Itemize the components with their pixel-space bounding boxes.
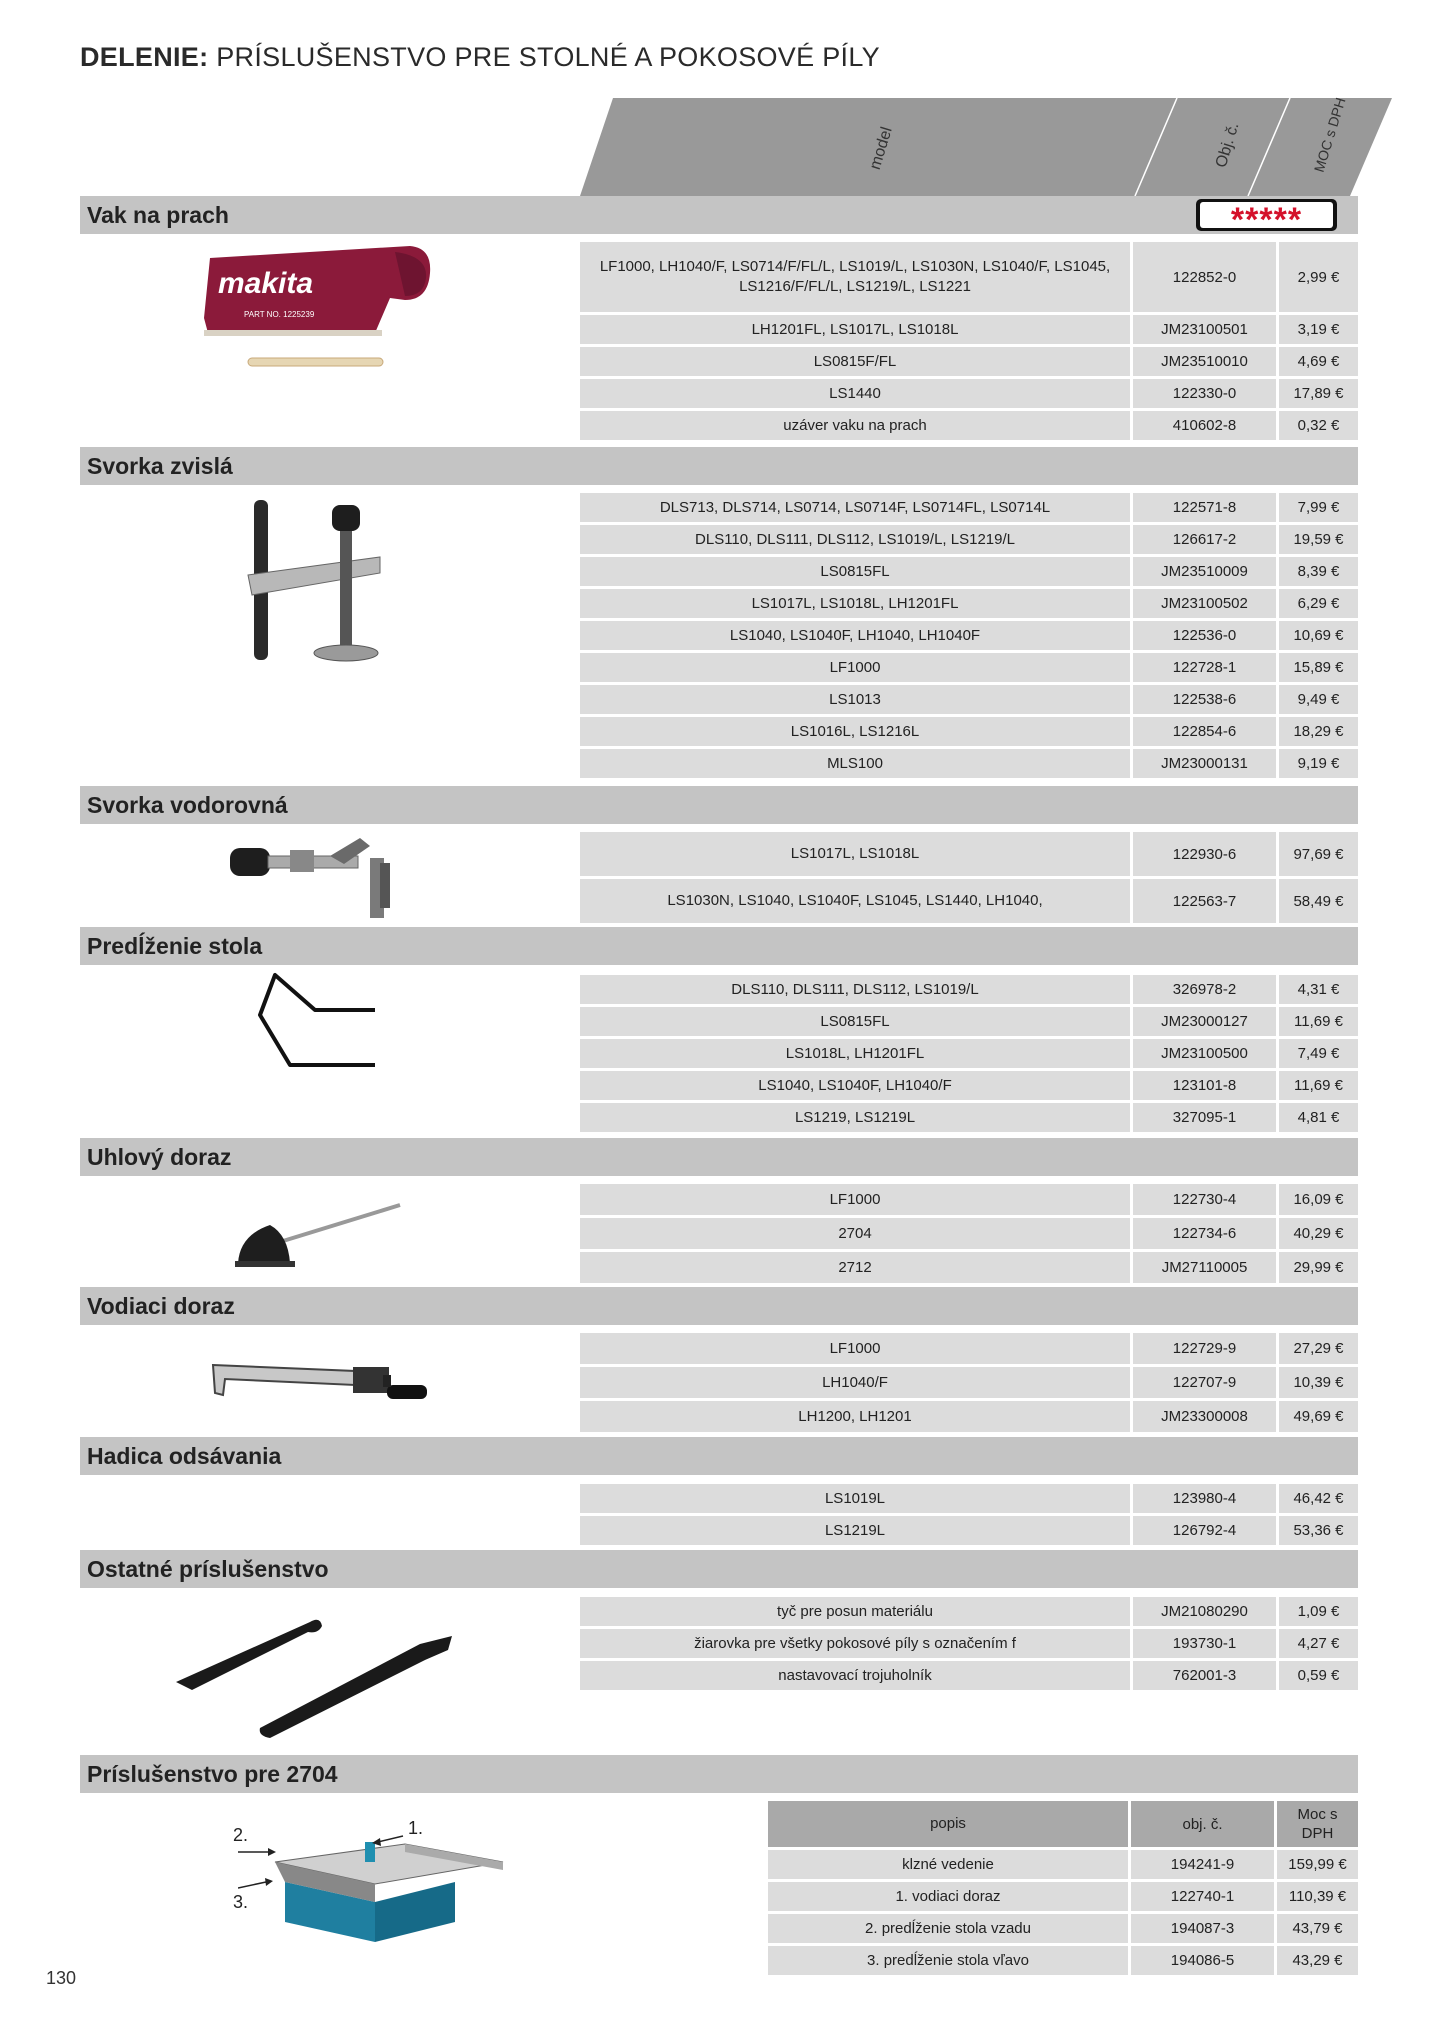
table-predlzenie-stola (580, 975, 1358, 1135)
page-number: 130 (46, 1968, 77, 1988)
table-row: LS1219, LS1219L 327095-1 4,81 € (580, 1103, 1358, 1132)
table-row: LH1200, LH1201 JM23300008 49,69 € (580, 1401, 1358, 1432)
section-header: Ostatné príslušenstvo (80, 1550, 1358, 1588)
col-header-obj: Obj. č. (1212, 120, 1243, 170)
table-row: LS1019L 123980-4 46,42 € (580, 1484, 1358, 1513)
table-ostatne-prislusenstvo (580, 1597, 1358, 1693)
table-svorka-zvisla (580, 493, 1358, 781)
table-row: LF1000 122729-9 27,29 € (580, 1333, 1358, 1364)
section-header: Vak na prach (80, 196, 1358, 234)
table-row: LS1440 122330-0 17,89 € (580, 379, 1358, 408)
table-row: LS1040, LS1040F, LH1040, LH1040F 122536-0 10,69 € (580, 621, 1358, 650)
section-header: Uhlový doraz (80, 1138, 1358, 1176)
table-row: LH1040/F 122707-9 10,39 € (580, 1367, 1358, 1398)
table-uhlovy-doraz (580, 1184, 1358, 1286)
table-row: LS0815FL JM23510009 8,39 € (580, 557, 1358, 586)
table-2704 (768, 1801, 1358, 1978)
table-row: LH1201FL, LS1017L, LS1018L JM23100501 3,19 € (580, 315, 1358, 344)
miter-gauge-image (230, 1195, 410, 1275)
table-row: klzné vedenie 194241-9 159,99 € (768, 1850, 1358, 1879)
section-header: Svorka vodorovná (80, 786, 1358, 824)
push-stick-image (170, 1610, 460, 1740)
table-row: LS1017L, LS1018L, LH1201FL JM23100502 6,29 € (580, 589, 1358, 618)
col-header-obj: obj. č. (1131, 1801, 1274, 1847)
table-row: LS1013 122538-6 9,49 € (580, 685, 1358, 714)
col-header-model: model (866, 125, 896, 172)
table-row: LS1219L 126792-4 53,36 € (580, 1516, 1358, 1545)
table-header-row (768, 1801, 1358, 1847)
makita-logo: makita (218, 267, 314, 300)
table-row: LS1030N, LS1040, LS1040F, LS1045, LS1440, LH1040, 122563-7 58,49 € (580, 879, 1358, 923)
table-row: DLS110, DLS111, DLS112, LS1019/L, LS1219/L 126617-2 19,59 € (580, 525, 1358, 554)
section-header: Príslušenstvo pre 2704 (80, 1755, 1358, 1793)
table-row: LS0815FL JM23000127 11,69 € (580, 1007, 1358, 1036)
table-row: MLS100 JM23000131 9,19 € (580, 749, 1358, 778)
table-row: 2712 JM27110005 29,99 € (580, 1252, 1358, 1283)
callout-2: 2. (233, 1825, 249, 1845)
table-row: žiarovka pre všetky pokosové píly s označením f 193730-1 4,27 € (580, 1629, 1358, 1658)
table-row: 2704 122734-6 40,29 € (580, 1218, 1358, 1249)
horizontal-clamp-image (220, 828, 420, 923)
table-row: LS1016L, LS1216L 122854-6 18,29 € (580, 717, 1358, 746)
stars-badge: ***** (1196, 199, 1337, 231)
table-row: DLS713, DLS714, LS0714, LS0714F, LS0714FL, LS0714L 122571-8 7,99 € (580, 493, 1358, 522)
callout-1: 1. (408, 1818, 424, 1838)
table-row: DLS110, DLS111, DLS112, LS1019/L 326978-2 4,31 € (580, 975, 1358, 1004)
rip-fence-image (205, 1355, 435, 1415)
table-vak-na-prach (580, 242, 1358, 443)
table-vodiaci-doraz (580, 1333, 1358, 1435)
callout-3: 3. (233, 1892, 249, 1912)
table-row: LS1018L, LH1201FL JM23100500 7,49 € (580, 1039, 1358, 1068)
page-title: DELENIE: PRÍSLUŠENSTVO PRE STOLNÉ A POKOSOVÉ PÍLY (80, 42, 880, 72)
col-header-popis: popis (768, 1801, 1128, 1847)
table-row: LS0815F/FL JM23510010 4,69 € (580, 347, 1358, 376)
table-row: 3. predĺženie stola vľavo 194086-5 43,29 € (768, 1946, 1358, 1975)
col-header-moc: MOC s DPH (1310, 95, 1349, 174)
table-row: tyč pre posun materiálu JM21080290 1,09 € (580, 1597, 1358, 1626)
section-header: Predĺženie stola (80, 927, 1358, 965)
table-row: LS1017L, LS1018L 122930-6 97,69 € (580, 832, 1358, 876)
table-row: nastavovací trojuholník 762001-3 0,59 € (580, 1661, 1358, 1690)
column-header-banner (580, 95, 1400, 196)
section-header: Vodiaci doraz (80, 1287, 1358, 1325)
section-header: Svorka zvislá (80, 447, 1358, 485)
section-header: Hadica odsávania (80, 1437, 1358, 1475)
vertical-clamp-image (230, 495, 410, 670)
table-row: uzáver vaku na prach 410602-8 0,32 € (580, 411, 1358, 440)
part-number-label: PART NO. 1225239 (244, 310, 315, 319)
table-row: 1. vodiaci doraz 122740-1 110,39 € (768, 1882, 1358, 1911)
col-header-moc: Moc s DPH (1277, 1801, 1358, 1847)
table-row: LF1000, LH1040/F, LS0714/F/FL/L, LS1019/L, LS1030N, LS1040/F, LS1045, LS1216/F/FL/L, LS1219/L, LS1221 122852-0 2,99 € (580, 242, 1358, 312)
dust-bag-image (200, 238, 440, 378)
table-svorka-vodorovna (580, 832, 1358, 926)
callout-arrows (238, 1830, 418, 1900)
table-hadica-odsavania (580, 1484, 1358, 1548)
table-row: LF1000 122728-1 15,89 € (580, 653, 1358, 682)
table-row: LF1000 122730-4 16,09 € (580, 1184, 1358, 1215)
table-row: LS1040, LS1040F, LH1040/F 123101-8 11,69 € (580, 1071, 1358, 1100)
table-row: 2. predĺženie stola vzadu 194087-3 43,79 € (768, 1914, 1358, 1943)
table-extension-image (250, 970, 390, 1080)
